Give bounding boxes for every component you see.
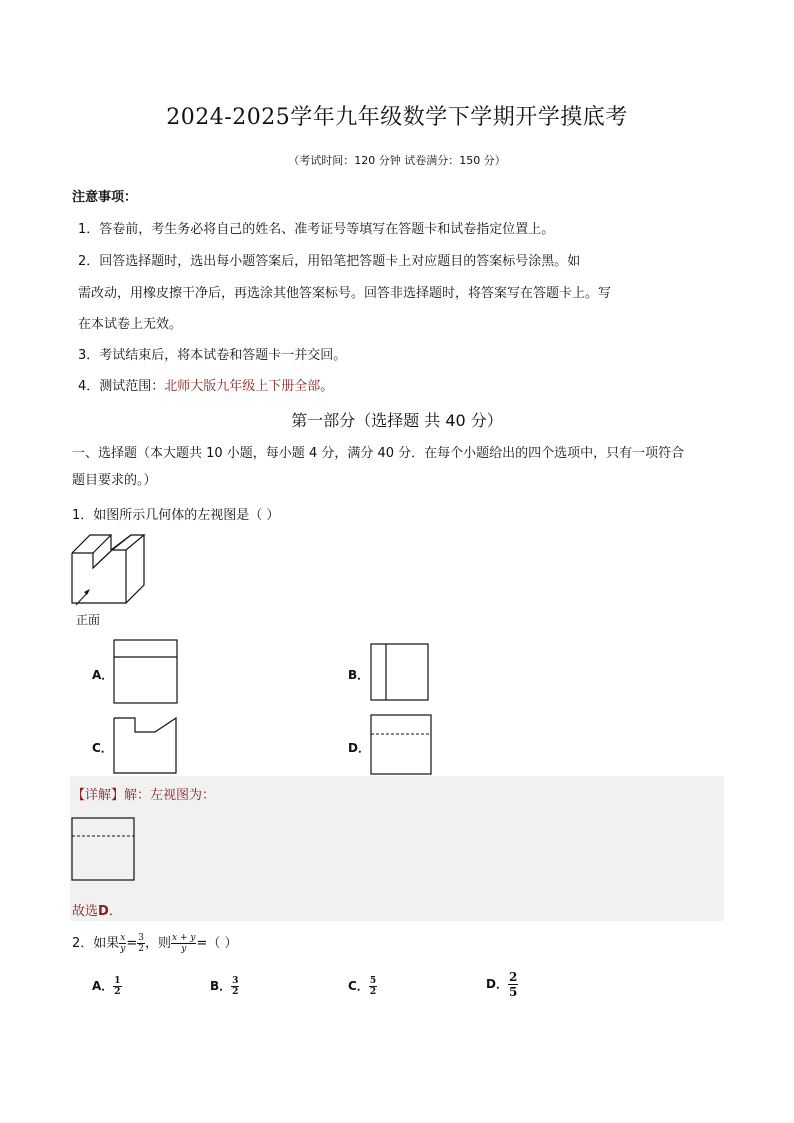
question-2-stem [72,932,238,954]
section-intro-line-2: 题目要求的。） [72,473,157,488]
q1-option-b-label[interactable]: B． [348,668,370,682]
note-item-3: 3．考试结束后，将本试卷和答题卡一并交回。 [78,348,347,363]
q2-option-c-fraction [369,976,377,997]
q2-option-b-label: B． [210,979,232,993]
q2-option-c-num: 5 [369,976,377,986]
conclusion-answer: D [98,904,109,919]
note-item-4-prefix: 4．测试范围： [78,379,165,394]
conclusion-prefix: 故选 [72,904,99,919]
q2-option-d-label: D． [486,977,508,991]
q2-prefix: 2．如果 [72,936,120,951]
q2-expr-num: x + y [172,933,196,943]
q1-option-a-label[interactable]: A． [92,668,114,682]
note-item-2-line-1: 2．回答选择题时，选出每小题答案后，用铅笔把答题卡上对应题目的答案标号涂黑。如 [78,254,581,269]
q2-cond-den: y [120,944,126,954]
q2-option-d-num: 2 [508,970,518,984]
section-intro-line-1: 一、选择题（本大题共 10 小题，每小题 4 分，满分 40 分．在每个小题给出的四个选项中，只有一项符合 [72,446,685,461]
q2-option-b-fraction [231,976,239,997]
q2-rhs-den: 2 [138,944,145,954]
note-item-4-suffix: 。 [320,379,334,394]
conclusion-suffix: ． [108,904,122,919]
q2-option-c-den: 2 [369,987,377,997]
q2-option-a-num: 1 [114,976,121,986]
q2-ask: =（ ） [196,936,238,951]
q1-option-d-label[interactable]: D． [348,741,370,755]
solution-conclusion [72,900,122,919]
q1-option-c-label[interactable]: C． [92,741,113,755]
q2-option-a-label: A． [92,979,114,993]
q2-condition-value [137,933,145,954]
q2-option-d[interactable] [486,970,518,999]
note-item-1: 1．答卷前，考生务必将自己的姓名、准考证号等填写在答题卡和试卷指定位置上。 [78,222,555,237]
q2-option-d-fraction [508,970,518,999]
q2-option-b-den: 2 [232,987,239,997]
solution-text: 解：左视图为： [124,788,216,803]
q2-expression-fraction [171,933,196,954]
part-one-title: 第一部分（选择题 共 40 分） [291,411,503,430]
test-range: 北师大版九年级上下册全部 [164,379,321,394]
exam-subtitle: （考试时间：120 分钟 试卷满分：150 分） [288,154,506,167]
q2-cond-num: x [120,933,126,943]
note-item-2-line-2: 需改动，用橡皮擦干净后，再选涂其他答案标号。回答非选择题时，将答案写在答题卡上。写 [78,286,612,301]
q2-cond-eq: = [126,936,138,951]
q2-option-a-den: 2 [114,987,121,997]
solution-tag: 【详解】 [72,788,125,803]
q2-option-d-den: 5 [508,985,518,999]
exam-title: 2024-2025学年九年级数学下学期开学摸底考 [166,105,628,130]
q2-then: ，则 [145,936,172,951]
q2-rhs-num: 3 [138,933,145,943]
note-item-2-line-3: 在本试卷上无效。 [78,317,183,332]
q2-option-b-num: 3 [232,976,239,986]
q2-option-a-fraction [113,976,121,997]
q2-option-a[interactable] [92,976,122,997]
question-1-stem: 1．如图所示几何体的左视图是（ ） [72,508,280,523]
q2-expr-den: y [181,944,187,954]
front-label: 正面 [76,613,101,627]
notes-heading: 注意事项： [72,190,138,205]
q2-option-c[interactable] [348,976,377,997]
q2-option-b[interactable] [210,976,239,997]
q2-option-c-label: C． [348,979,369,993]
